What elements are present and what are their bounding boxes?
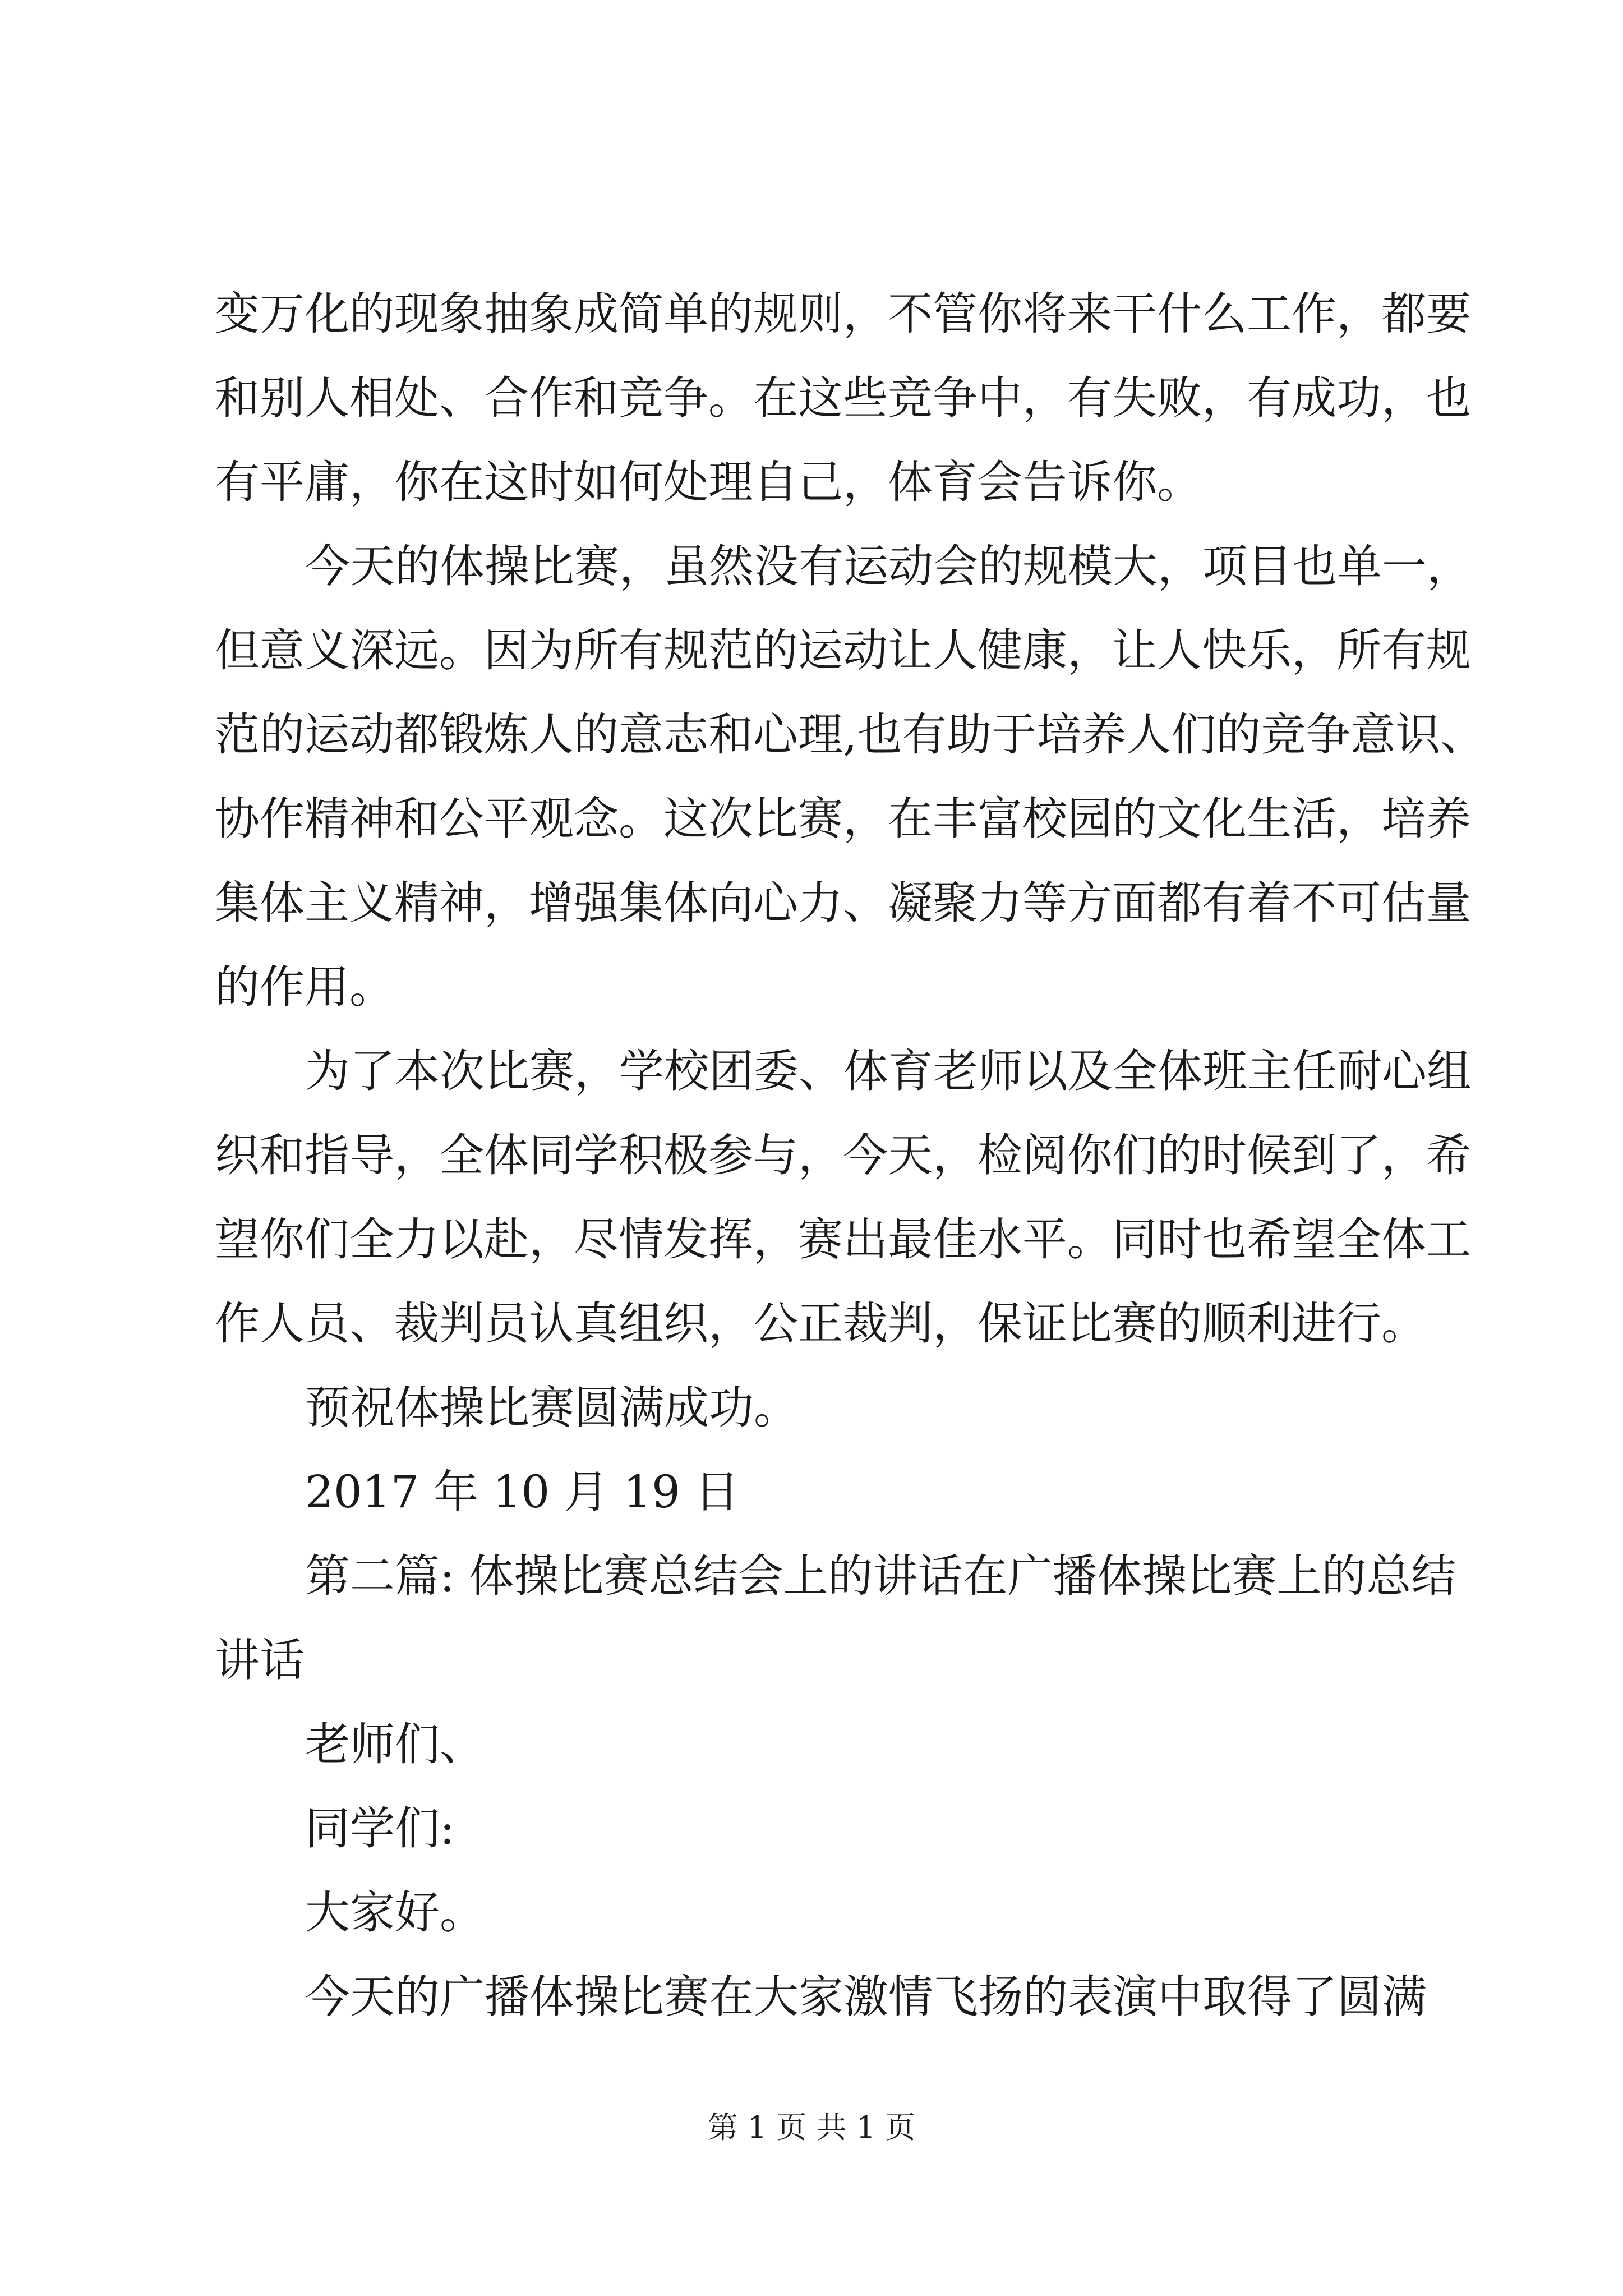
body-line-12: 望你们全力以赴，尽情发挥，赛出最佳水平。同时也希望全体工 [215,1213,1471,1266]
body-line-9: 的作用。 [215,961,394,1013]
body-line-13: 作人员、裁判员认真组织，公正裁判，保证比赛的顺利进行。 [215,1297,1426,1350]
body-line-4: 今天的体操比赛，虽然没有运动会的规模大，项目也单一， [305,540,1472,592]
body-line-6: 范的运动都锻炼人的意志和心理,也有助于培养人们的竞争意识、 [215,708,1486,761]
greeting-line-3: 大家好。 [305,1887,485,1939]
date-line: 2017 年 10 月 19 日 [305,1466,740,1518]
section-heading-continued: 讲话 [215,1634,305,1686]
body-line-8: 集体主义精神，增强集体向心力、凝聚力等方面都有着不可估量 [215,877,1471,929]
body-line-7: 协作精神和公平观念。这次比赛，在丰富校园的文化生活，培养 [215,793,1471,845]
body-line-1: 变万化的现象抽象成简单的规则，不管你将来干什么工作，都要 [215,288,1471,340]
greeting-line-2: 同学们: [305,1802,455,1855]
body-line-5: 但意义深远。因为所有规范的运动让人健康，让人快乐，所有规 [215,624,1471,677]
greeting-line-1: 老师们、 [305,1718,485,1770]
body-line-3: 有平庸，你在这时如何处理自己，体育会告诉你。 [215,456,1202,508]
body-line-14: 预祝体操比赛圆满成功。 [305,1382,799,1434]
body-line-2: 和别人相处、合作和竞争。在这些竞争中，有失败，有成功，也 [215,372,1471,424]
body-line-11: 织和指导，全体同学积极参与，今天，检阅你们的时候到了，希 [215,1129,1471,1181]
body-line-10: 为了本次比赛，学校团委、体育老师以及全体班主任耐心组 [305,1045,1472,1097]
page-footer: 第 1 页 共 1 页 [707,2110,916,2145]
section-heading: 第二篇: 体操比赛总结会上的讲话在广播体操比赛上的总结 [305,1550,1456,1602]
body-line-21: 今天的广播体操比赛在大家激情飞扬的表演中取得了圆满 [305,1971,1427,2023]
